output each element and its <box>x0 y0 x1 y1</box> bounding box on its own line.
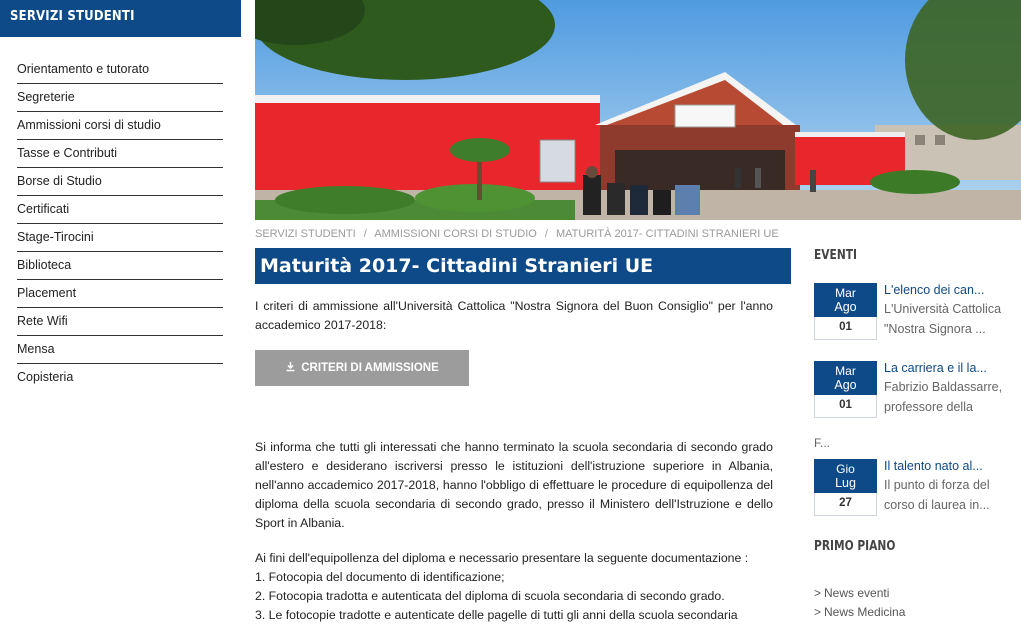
event-weekday: Gio <box>836 462 855 476</box>
event-date <box>814 283 877 340</box>
sidebar-item-mensa[interactable]: Mensa <box>17 336 223 364</box>
event-date <box>814 459 877 516</box>
event-description: Il punto di forza del corso di laurea in... <box>884 478 990 512</box>
event-title-link[interactable]: Il talento nato al... <box>884 459 983 473</box>
sidebar-item-certificati[interactable]: Certificati <box>17 196 223 224</box>
download-icon <box>285 361 296 375</box>
event-day: 27 <box>814 493 877 516</box>
news-medicina-link[interactable] <box>814 605 905 624</box>
sidebar-item-tasse[interactable]: Tasse e Contributi <box>17 140 223 168</box>
news-medicina-label: News Medicina <box>824 605 906 619</box>
event-weekday: Mar <box>835 364 856 378</box>
event-description: L'Università Cattolica "Nostra Signora ... <box>884 302 1002 336</box>
page-title: Maturità 2017- Cittadini Stranieri UE <box>255 248 791 284</box>
event-day: 01 <box>814 317 877 340</box>
event-date <box>814 361 877 418</box>
breadcrumb-item-servizi[interactable]: SERVIZI STUDENTI <box>255 228 356 240</box>
criteri-ammissione-button[interactable] <box>255 350 469 386</box>
chevron-right-icon: > <box>814 605 822 619</box>
equipollenza-paragraph: Si informa che tutti gli interessati che hanno terminato la scuola secondaria di secondo grado all'estero e desiderano iscriversi presso le istituzioni dell'istruzione superiore in Albania, nell'anno accademico 2017-2018, hanno l'obbligo di effettuare le procedure di equipollenza del diploma della scuola secondaria di secondo grado, presso il Ministero dell'Istruzione e dello Sport in Albania. <box>255 440 773 530</box>
sidebar-item-stage[interactable]: Stage-Tirocini <box>17 224 223 252</box>
breadcrumb-separator: / <box>544 228 548 240</box>
hero-image <box>255 0 1021 220</box>
breadcrumb <box>255 228 811 240</box>
intro-text: I criteri di ammissione all'Università Cattolica "Nostra Signora del Buon Consiglio" per l'anno accademico 2017-2018: <box>255 299 773 332</box>
news-eventi-link[interactable] <box>814 586 905 605</box>
sidebar-item-borse[interactable]: Borse di Studio <box>17 168 223 196</box>
chevron-right-icon: > <box>814 586 822 600</box>
event-month: Lug <box>835 476 856 490</box>
documentazione-section <box>255 549 773 625</box>
sidebar-item-segreterie[interactable]: Segreterie <box>17 84 223 112</box>
sidebar-title: SERVIZI STUDENTI <box>0 0 241 37</box>
primo-piano-title: PRIMO PIANO <box>814 539 896 554</box>
sidebar-nav <box>17 56 223 392</box>
eventi-title: EVENTI <box>814 248 857 263</box>
event-title-link[interactable]: L'elenco dei can... <box>884 283 985 297</box>
documentazione-item: 2. Fotocopia tradotta e autenticata del diploma di scuola secondaria di secondo grado. <box>255 589 725 603</box>
criteri-ammissione-label: CRITERI DI AMMISSIONE <box>301 362 439 374</box>
sidebar-item-orientamento[interactable]: Orientamento e tutorato <box>17 56 223 84</box>
event-description: Fabrizio Baldassarre, professore della <box>884 380 1003 414</box>
breadcrumb-item-ammissioni[interactable]: AMMISSIONI CORSI DI STUDIO <box>374 228 537 240</box>
news-eventi-label: News eventi <box>824 586 890 600</box>
sidebar-item-ammissioni[interactable]: Ammissioni corsi di studio <box>17 112 223 140</box>
event-weekday: Mar <box>835 286 856 300</box>
event-description-overflow: F... <box>814 436 831 450</box>
sidebar-item-biblioteca[interactable]: Biblioteca <box>17 252 223 280</box>
sidebar <box>0 0 241 629</box>
event-month: Ago <box>834 300 857 314</box>
event-title-link[interactable]: La carriera e il la... <box>884 361 987 375</box>
documentazione-lead: Ai fini dell'equipollenza del diploma e necessario presentare la seguente documentazione : <box>255 551 749 565</box>
documentazione-item: 1. Fotocopia del documento di identificazione; <box>255 570 505 584</box>
sidebar-item-placement[interactable]: Placement <box>17 280 223 308</box>
primo-piano-links <box>814 586 905 624</box>
event-month: Ago <box>834 378 857 392</box>
breadcrumb-separator: / <box>363 228 367 240</box>
sidebar-item-wifi[interactable]: Rete Wifi <box>17 308 223 336</box>
documentazione-item: 3. Le fotocopie tradotte e autenticate delle pagelle di tutti gli anni della scuola secondaria <box>255 608 738 622</box>
sidebar-item-copisteria[interactable]: Copisteria <box>17 370 74 384</box>
event-day: 01 <box>814 395 877 418</box>
breadcrumb-item-current: MATURITÀ 2017- CITTADINI STRANIERI UE <box>556 228 779 240</box>
